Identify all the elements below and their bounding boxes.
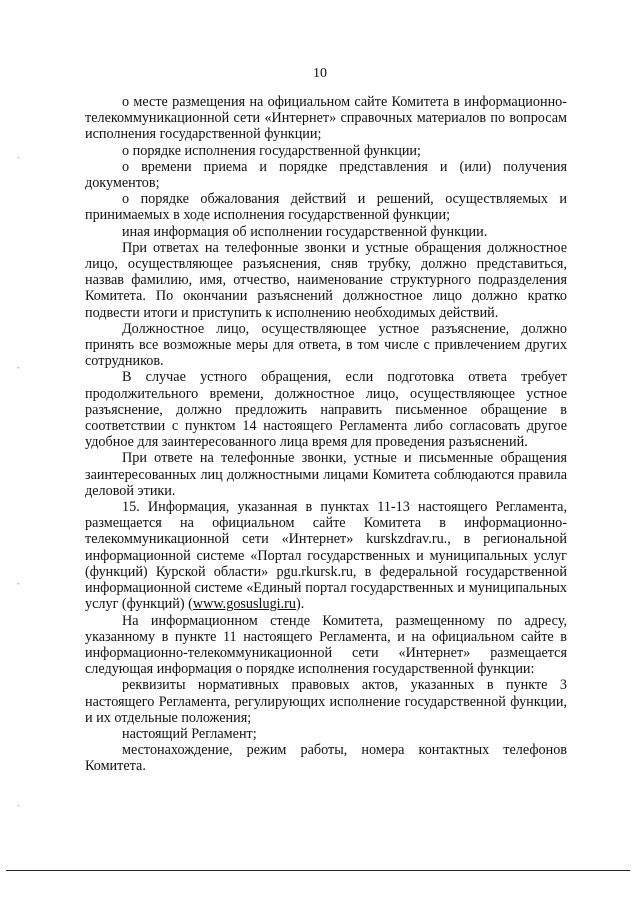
paragraph-15 — [85, 499, 567, 612]
margin-mark: - — [17, 800, 20, 810]
document-body — [85, 94, 567, 775]
paragraph: Должностное лицо, осуществляющее устное разъяснение, должно принять все возможные меры для ответа, в том числе с привлечением других сотрудников. — [85, 320, 567, 370]
page-number: 10 — [313, 66, 327, 81]
paragraph: настоящий Регламент; — [122, 725, 257, 742]
margin-mark: - — [17, 362, 20, 372]
bottom-rule — [6, 870, 630, 871]
paragraph-15-tail: ). — [295, 596, 305, 613]
paragraph: При ответах на телефонные звонки и устные обращения должностное лицо, осуществляющее разъяснения, сняв трубку, должно представиться, назвав фамилию, имя, отчество, наименование структурного подразделения Комитета. По окончании разъяснений должностное лицо должно кратко подвести итоги и приступить к исполнению необходимых действий. — [85, 239, 567, 321]
paragraph: местонахождение, режим работы, номера контактных телефонов Комитета. — [85, 742, 567, 775]
gosuslugi-link[interactable]: www.gosuslugi.ru — [192, 596, 296, 613]
paragraph: На информационном стенде Комитета, размещенному по адресу, указанному в пункте 11 настоящего Регламента, и на официальном сайте в информационно-телекоммуникационной сети «Интернет» размещается следующая информация о порядке исполнения государственной функции: — [85, 612, 567, 678]
paragraph: При ответе на телефонные звонки, устные и письменные обращения заинтересованных лиц должностными лицами Комитета соблюдаются правила деловой этики. — [85, 450, 567, 499]
paragraph-15-text: 15. Информация, указанная в пунктах 11-13 настоящего Регламента, размещается на официальном сайте Комитета в информационно-телекоммуникационной сети «Интернет» kurskzdrav.ru., в региональной информационной системе «Портал государственных и муниципальных услуг (функций) Курской области» pgu.rkursk.ru, в федеральной государственной информационной системе «Единый портал государственных и муниципальных услуг (функций) ( — [85, 499, 567, 613]
paragraph: о порядке обжалования действий и решений, осуществляемых и принимаемых в ходе исполнения государственной функции; — [85, 191, 567, 224]
paragraph: В случае устного обращения, если подготовка ответа требует продолжительного времени, должностное лицо, осуществляющее устное разъяснение, должно предложить направить письменное обращение в соответствии с пунктом 14 настоящего Регламента либо согласовать другое удобное для заинтересованного лица время для проведения разъяснений. — [85, 369, 567, 451]
paragraph: иная информация об исполнении государственной функции. — [122, 223, 488, 240]
margin-mark: - — [17, 152, 20, 162]
paragraph: о порядке исполнения государственной функции; — [122, 142, 421, 159]
paragraph: о месте размещения на официальном сайте Комитета в информационно-телекоммуникационной сети «Интернет» справочных материалов по вопросам исполнения государственной функции; — [85, 94, 567, 143]
paragraph: о времени приема и порядке представления и (или) получения документов; — [85, 158, 567, 192]
margin-mark: - — [17, 578, 20, 588]
paragraph: реквизиты нормативных правовых актов, указанных в пункте 3 настоящего Регламента, регулирующих исполнение государственной функции, и их отдельные положения; — [85, 677, 567, 726]
